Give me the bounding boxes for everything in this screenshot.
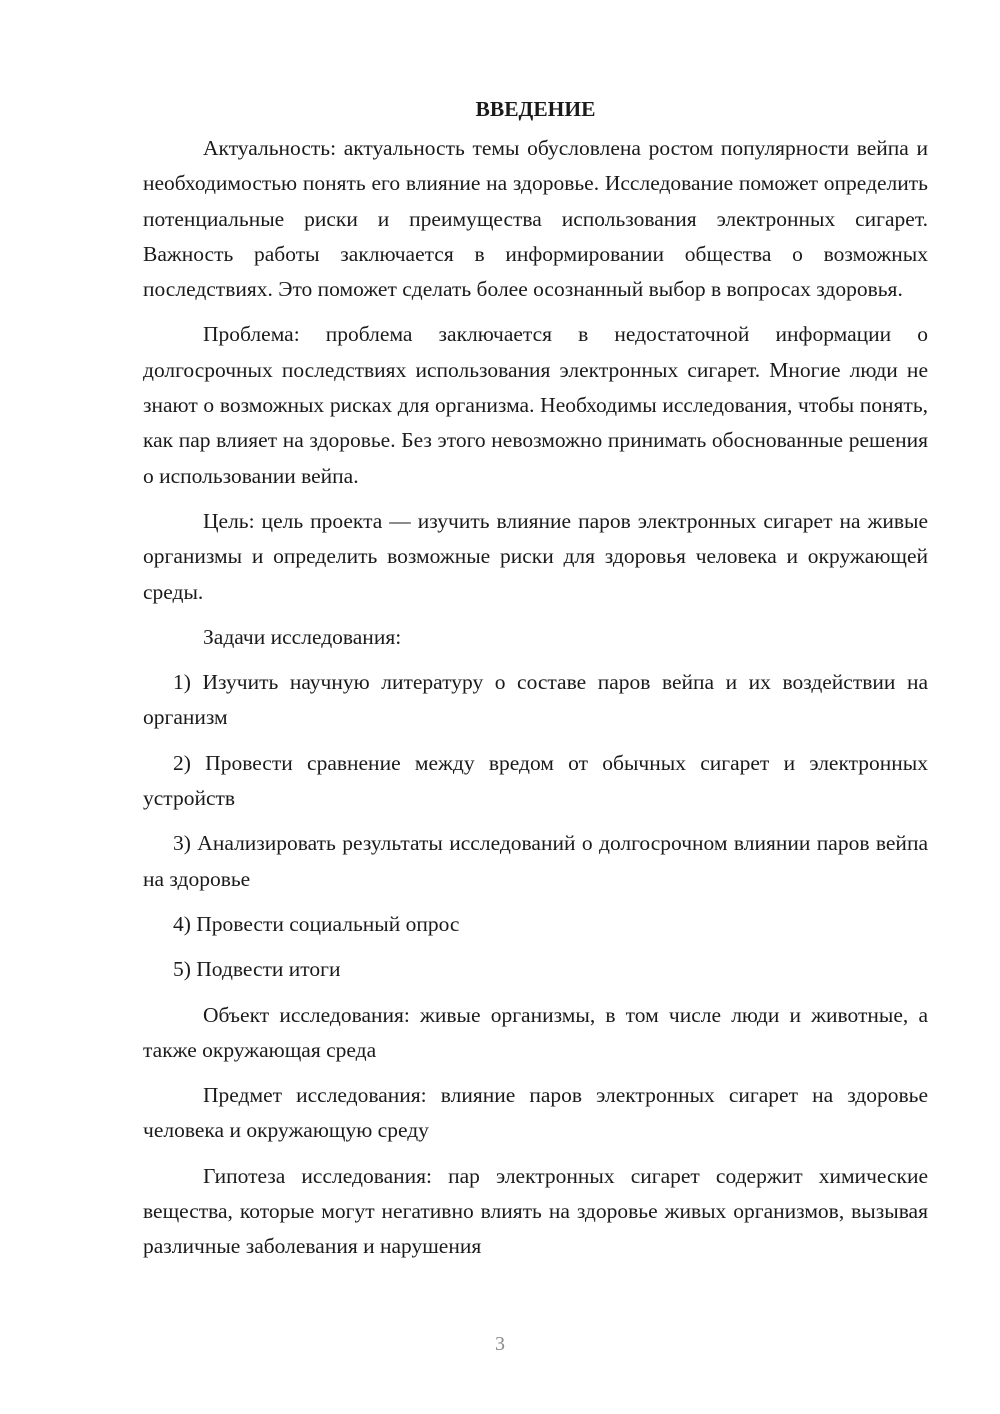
- page-content: [143, 92, 928, 1275]
- paragraph-goal: Цель: цель проекта — изучить влияние паров электронных сигарет на живые организмы и определить возможные риски для здоровья человека и окружающей среды.: [143, 508, 928, 604]
- paragraph-subject: Предмет исследования: влияние паров электронных сигарет на здоровье человека и окружающую среду: [143, 1083, 928, 1143]
- task-item-1: 1) Изучить научную литературу о составе паров вейпа и их воздействии на организм: [143, 670, 928, 730]
- paragraph-problem: Проблема: проблема заключается в недостаточной информации о долгосрочных последствиях использования электронных сигарет. Многие люди не знают о возможных рисках для организма. Необходимы исследования, чтобы понять, как пар влияет на здоровье. Без этого невозможно принимать обоснованные решения о использовании вейпа.: [143, 322, 928, 488]
- task-item-4: 4) Провести социальный опрос: [173, 911, 460, 936]
- task-item-2: 2) Провести сравнение между вредом от обычных сигарет и электронных устройств: [143, 750, 928, 811]
- section-title: ВВЕДЕНИЕ: [475, 97, 596, 121]
- task-item-3: 3) Анализировать результаты исследований о долгосрочном влиянии паров вейпа на здоровье: [143, 831, 928, 891]
- task-item-5: 5) Подвести итоги: [173, 957, 341, 982]
- paragraph-hypothesis: Гипотеза исследования: пар электронных сигарет содержит химические вещества, которые могут негативно влиять на здоровье живых организмов, вызывая различные заболевания и нарушения: [143, 1163, 928, 1259]
- paragraph-tasks-heading: Задачи исследования:: [203, 624, 402, 649]
- paragraph-object: Объект исследования: живые организмы, в том числе люди и животные, а также окружающая среда: [143, 1002, 928, 1062]
- page-number: 3: [495, 1333, 505, 1355]
- paragraph-relevance: Актуальность: актуальность темы обусловлена ростом популярности вейпа и необходимостью понять его влияние на здоровье. Исследование поможет определить потенциальные риски и преимущества использования электронных сигарет. Важность работы заключается в информировании общества о возможных последствиях. Это поможет сделать более осознанный выбор в вопросах здоровья.: [143, 136, 928, 302]
